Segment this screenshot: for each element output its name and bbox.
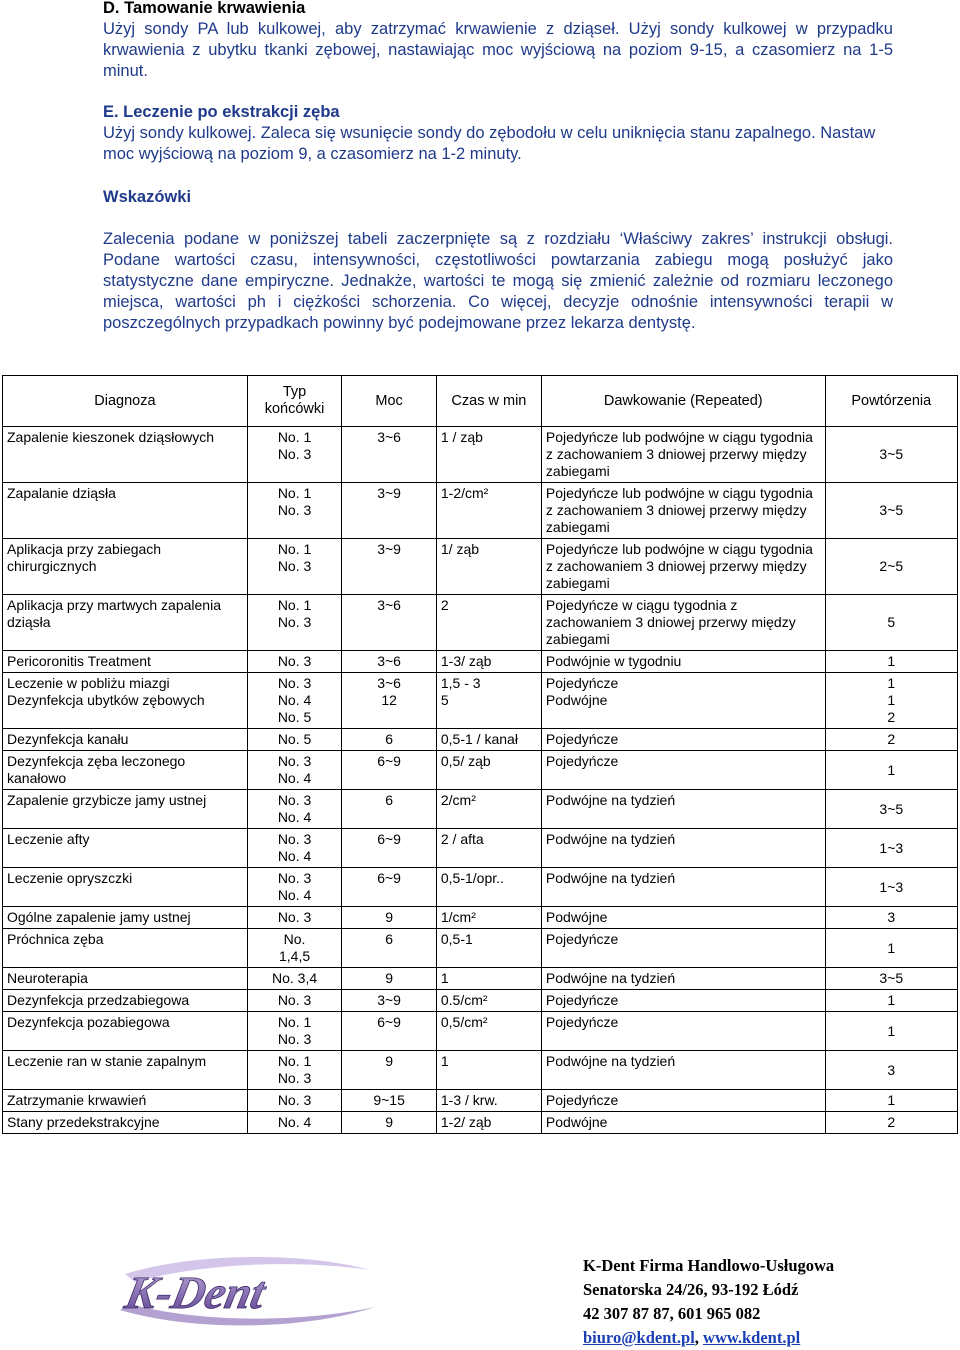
tips-heading: Wskazówki (103, 188, 192, 206)
cell-dawkowanie: Podwójne (541, 1112, 825, 1134)
cell-moc: 9 (342, 968, 437, 990)
cell-diagnoza: Dezynfekcja przedzabiegowa (3, 990, 248, 1012)
cell-moc: 9~15 (342, 1090, 437, 1112)
cell-dawkowanie: Podwójne na tydzień (541, 790, 825, 829)
table-row (3, 1112, 958, 1134)
table-row (3, 907, 958, 929)
company-name: K-Dent Firma Handlowo-Usługowa (583, 1256, 835, 1275)
cell-dawkowanie: Podwójne na tydzień (541, 1051, 825, 1090)
kdent-logo (105, 1252, 385, 1332)
cell-dawkowanie: Pojedyńcze (541, 1090, 825, 1112)
contact-separator: , (694, 1328, 704, 1347)
section-e (103, 102, 893, 165)
cell-typ: No. 3 (247, 651, 342, 673)
cell-typ: No. 1 No. 3 (247, 427, 342, 483)
cell-moc: 3~9 (342, 539, 437, 595)
cell-moc: 9 (342, 907, 437, 929)
cell-typ: No. 4 (247, 1112, 342, 1134)
cell-diagnoza: Leczenie w pobliżu miazgi Dezynfekcja ubytków zębowych (3, 673, 248, 729)
cell-dawkowanie: Pojedyńcze w ciągu tygodnia z zachowaniem 3 dniowej przerwy między zabiegami (541, 595, 825, 651)
cell-czas: 2 / afta (436, 829, 541, 868)
cell-moc: 3~6 (342, 595, 437, 651)
cell-powtorzenia: 2~5 (825, 539, 957, 595)
cell-czas: 1 (436, 1051, 541, 1090)
table-row (3, 427, 958, 483)
cell-typ: No. 3 No. 4 (247, 868, 342, 907)
table-row (3, 868, 958, 907)
table-row (3, 595, 958, 651)
table-row (3, 968, 958, 990)
cell-moc: 3~9 (342, 990, 437, 1012)
table-row (3, 1012, 958, 1051)
table-row (3, 990, 958, 1012)
cell-typ: No. 3 No. 4 (247, 829, 342, 868)
cell-moc: 6~9 (342, 751, 437, 790)
cell-diagnoza: Leczenie opryszczki (3, 868, 248, 907)
company-contact (583, 1326, 834, 1350)
header-czas: Czas w min (436, 376, 541, 427)
cell-powtorzenia: 1 (825, 651, 957, 673)
section-d (103, 0, 893, 82)
cell-powtorzenia: 3~5 (825, 483, 957, 539)
logo-text: K-Dent (120, 1268, 270, 1319)
cell-czas: 1-3 / krw. (436, 1090, 541, 1112)
cell-czas: 0,5-1 (436, 929, 541, 968)
cell-czas: 1-2/cm² (436, 483, 541, 539)
cell-czas: 1,5 - 3 5 (436, 673, 541, 729)
cell-diagnoza: Aplikacja przy martwych zapalenia dziąsła (3, 595, 248, 651)
table-row (3, 1051, 958, 1090)
header-diagnoza: Diagnoza (3, 376, 248, 427)
cell-typ: No. 1 No. 3 (247, 1051, 342, 1090)
cell-typ: No. 5 (247, 729, 342, 751)
cell-powtorzenia: 3~5 (825, 790, 957, 829)
cell-dawkowanie: Pojedyńcze (541, 729, 825, 751)
cell-powtorzenia: 1 (825, 1012, 957, 1051)
cell-czas: 0,5-1/opr.. (436, 868, 541, 907)
cell-powtorzenia: 2 (825, 729, 957, 751)
cell-typ: No. 3 (247, 1090, 342, 1112)
section-e-text: Użyj sondy kulkowej. Zaleca się wsunięcie sondy do zębodołu w celu uniknięcia stanu zapalnego. Nastaw moc wyjściową na poziom 9, a czasomierz na 1-2 minuty. (103, 124, 876, 163)
cell-diagnoza: Dezynfekcja kanału (3, 729, 248, 751)
cell-typ: No. 1 No. 3 (247, 595, 342, 651)
tips-text: Zalecenia podane w poniższej tabeli zaczerpnięte są z rozdziału ‘Właściwy zakres’ instrukcji obsługi. Podane wartości czasu, intensywności, częstotliwości powtarzania zabiegu mogą posłużyć jako statystyczne dane empiryczne. Jednakże, wartości te mogą się zmienić zależnie od rozmiaru leczonego miejsca, wartości ph i ciężkości schorzenia. Co więcej, decyzje odnośnie intensywności terapii w poszczególnych przypadkach powinny być podejmowane przez lekarza dentystę. (103, 230, 893, 332)
table-row (3, 651, 958, 673)
cell-czas: 0,5-1 / kanał (436, 729, 541, 751)
table-row (3, 673, 958, 729)
cell-czas: 2/cm² (436, 790, 541, 829)
cell-diagnoza: Leczenie afty (3, 829, 248, 868)
cell-dawkowanie: Podwójne na tydzień (541, 868, 825, 907)
cell-powtorzenia: 3 (825, 907, 957, 929)
section-d-text: Użyj sondy PA lub kulkowej, aby zatrzymać krwawienie z dziąseł. Użyj sondy kulkowej w przypadku krwawienia z ubytku tkanki zębowej, nastawiając moc wyjściową na poziom 9-15, a czasomierz na 1-5 minut. (103, 20, 893, 80)
cell-powtorzenia: 1~3 (825, 868, 957, 907)
cell-moc: 9 (342, 1112, 437, 1134)
cell-powtorzenia: 1 (825, 929, 957, 968)
cell-dawkowanie: Pojedyńcze (541, 990, 825, 1012)
cell-dawkowanie: Pojedyńcze lub podwójne w ciągu tygodnia z zachowaniem 3 dniowej przerwy między zabiegami (541, 427, 825, 483)
cell-diagnoza: Zatrzymanie krwawień (3, 1090, 248, 1112)
cell-moc: 6~9 (342, 868, 437, 907)
cell-diagnoza: Pericoronitis Treatment (3, 651, 248, 673)
table-row (3, 751, 958, 790)
cell-powtorzenia: 1 1 2 (825, 673, 957, 729)
cell-diagnoza: Ogólne zapalenie jamy ustnej (3, 907, 248, 929)
cell-dawkowanie: Pojedyńcze (541, 1012, 825, 1051)
cell-diagnoza: Zapalenie kieszonek dziąsłowych (3, 427, 248, 483)
cell-czas: 1/cm² (436, 907, 541, 929)
cell-diagnoza: Leczenie ran w stanie zapalnym (3, 1051, 248, 1090)
cell-typ: No. 3 No. 4 No. 5 (247, 673, 342, 729)
cell-moc: 9 (342, 1051, 437, 1090)
email-link[interactable]: biuro@kdent.pl (583, 1328, 695, 1347)
cell-typ: No. 1 No. 3 (247, 483, 342, 539)
cell-diagnoza: Stany przedekstrakcyjne (3, 1112, 248, 1134)
cell-moc: 3~9 (342, 483, 437, 539)
cell-powtorzenia: 1~3 (825, 829, 957, 868)
cell-powtorzenia: 5 (825, 595, 957, 651)
website-link[interactable]: www.kdent.pl (703, 1328, 801, 1347)
cell-dawkowanie: Pojedyńcze lub podwójne w ciągu tygodnia z zachowaniem 3 dniowej przerwy między zabiegami (541, 483, 825, 539)
cell-moc: 6~9 (342, 1012, 437, 1051)
cell-typ: No. 3 (247, 990, 342, 1012)
cell-powtorzenia: 1 (825, 751, 957, 790)
cell-dawkowanie: Pojedyńcze (541, 929, 825, 968)
section-e-heading: E. Leczenie po ekstrakcji zęba (103, 103, 340, 121)
cell-diagnoza: Dezynfekcja zęba leczonego kanałowo (3, 751, 248, 790)
table-row (3, 729, 958, 751)
company-phones: 42 307 87 87, 601 965 082 (583, 1304, 761, 1323)
cell-czas: 1 (436, 968, 541, 990)
cell-dawkowanie: Podwójne na tydzień (541, 829, 825, 868)
cell-typ: No. 3,4 (247, 968, 342, 990)
table-row (3, 1090, 958, 1112)
treatment-table (2, 375, 958, 1134)
header-typ: Typ końcówki (247, 376, 342, 427)
cell-moc: 3~6 12 (342, 673, 437, 729)
cell-dawkowanie: Pojedyńcze (541, 751, 825, 790)
cell-dawkowanie: Podwójne (541, 907, 825, 929)
cell-dawkowanie: Podwójnie w tygodniu (541, 651, 825, 673)
cell-diagnoza: Aplikacja przy zabiegach chirurgicznych (3, 539, 248, 595)
tips-section (103, 187, 893, 334)
cell-powtorzenia: 1 (825, 1090, 957, 1112)
cell-diagnoza: Zapalenie grzybicze jamy ustnej (3, 790, 248, 829)
cell-czas: 1-3/ ząb (436, 651, 541, 673)
cell-moc: 6 (342, 729, 437, 751)
table-header-row (3, 376, 958, 427)
cell-moc: 3~6 (342, 427, 437, 483)
table-row (3, 483, 958, 539)
cell-czas: 1-2/ ząb (436, 1112, 541, 1134)
cell-dawkowanie: Pojedyńcze Podwójne (541, 673, 825, 729)
cell-czas: 0.5/cm² (436, 990, 541, 1012)
cell-powtorzenia: 2 (825, 1112, 957, 1134)
cell-powtorzenia: 1 (825, 990, 957, 1012)
cell-moc: 6 (342, 790, 437, 829)
cell-typ: No. 3 No. 4 (247, 790, 342, 829)
cell-powtorzenia: 3~5 (825, 427, 957, 483)
cell-powtorzenia: 3~5 (825, 968, 957, 990)
company-address: Senatorska 24/26, 93-192 Łódź (583, 1280, 799, 1299)
header-moc: Moc (342, 376, 437, 427)
cell-moc: 6~9 (342, 829, 437, 868)
footer-info (583, 1254, 834, 1350)
cell-moc: 3~6 (342, 651, 437, 673)
cell-dawkowanie: Podwójne na tydzień (541, 968, 825, 990)
header-dawkowanie: Dawkowanie (Repeated) (541, 376, 825, 427)
cell-czas: 1 / ząb (436, 427, 541, 483)
cell-diagnoza: Dezynfekcja pozabiegowa (3, 1012, 248, 1051)
table-row (3, 829, 958, 868)
cell-diagnoza: Zapalanie dziąsła (3, 483, 248, 539)
cell-moc: 6 (342, 929, 437, 968)
cell-powtorzenia: 3 (825, 1051, 957, 1090)
cell-diagnoza: Neuroterapia (3, 968, 248, 990)
cell-czas: 0,5/ ząb (436, 751, 541, 790)
header-powtorzenia: Powtórzenia (825, 376, 957, 427)
cell-czas: 1/ ząb (436, 539, 541, 595)
cell-typ: No. 3 No. 4 (247, 751, 342, 790)
cell-czas: 2 (436, 595, 541, 651)
cell-typ: No. 1,4,5 (247, 929, 342, 968)
table-row (3, 539, 958, 595)
cell-typ: No. 1 No. 3 (247, 1012, 342, 1051)
table-row (3, 929, 958, 968)
cell-czas: 0,5/cm² (436, 1012, 541, 1051)
cell-diagnoza: Próchnica zęba (3, 929, 248, 968)
table-body (3, 427, 958, 1134)
cell-typ: No. 3 (247, 907, 342, 929)
table-row (3, 790, 958, 829)
cell-dawkowanie: Pojedyńcze lub podwójne w ciągu tygodnia z zachowaniem 3 dniowej przerwy między zabiegami (541, 539, 825, 595)
cell-typ: No. 1 No. 3 (247, 539, 342, 595)
section-d-heading: D. Tamowanie krwawienia (103, 0, 306, 17)
